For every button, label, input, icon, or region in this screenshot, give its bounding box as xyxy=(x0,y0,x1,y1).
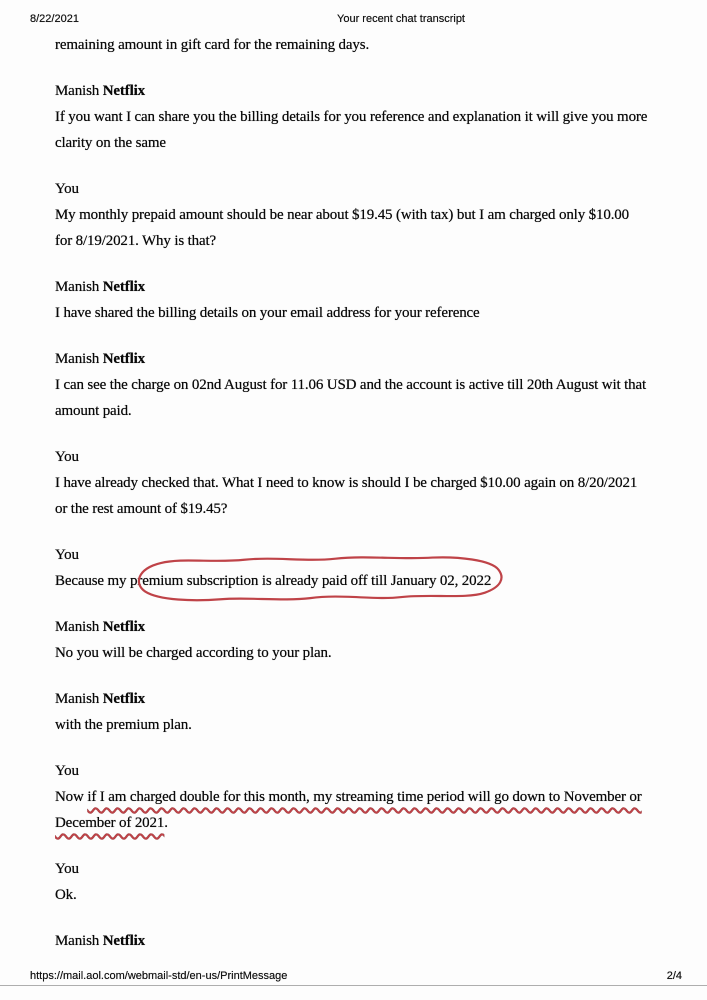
speaker-label xyxy=(55,856,649,882)
header-title: Your recent chat transcript xyxy=(337,13,465,25)
message-text-before: Now xyxy=(55,789,88,805)
circled-text: premium subscription is already paid off till January 02, 2022 xyxy=(130,573,492,589)
footer-url: https://mail.aol.com/webmail-std/en-us/PrintMessage xyxy=(30,970,288,982)
message-text xyxy=(55,568,649,594)
chat-message-block xyxy=(55,176,649,254)
speaker-name-bold: Netflix xyxy=(102,933,145,949)
speaker-name-bold: Netflix xyxy=(102,691,145,707)
red-underline-annotation: if I am charged double for this month, my streaming time period will go down to November or December of 2021 xyxy=(55,789,642,831)
speaker-name-bold: Netflix xyxy=(102,351,145,367)
header-date: 8/22/2021 xyxy=(30,13,79,25)
message-text: I have shared the billing details on your email address for your reference xyxy=(55,305,480,321)
chat-message-block xyxy=(55,444,649,522)
chat-message-block xyxy=(55,856,649,908)
message-text: No you will be charged according to your plan. xyxy=(55,645,332,661)
message-text: I can see the charge on 02nd August for 11.06 USD and the account is active till 20th August wit that amount paid. xyxy=(55,377,646,419)
chat-message-block xyxy=(55,274,649,326)
speaker-name: Manish xyxy=(55,691,103,707)
message-text: Ok. xyxy=(55,887,77,903)
message-text: If you want I can share you the billing details for you reference and explanation it will give you more clarity on the same xyxy=(55,109,648,151)
message-text: I have already checked that. What I need to know is should I be charged $10.00 again on 8/20/2021 or the rest amount of $19.45? xyxy=(55,475,638,517)
speaker-label xyxy=(55,686,649,712)
speaker-name: Manish xyxy=(55,83,103,99)
message-text-before: Because my xyxy=(55,573,130,589)
speaker-label xyxy=(55,78,649,104)
continuation-line: remaining amount in gift card for the remaining days. xyxy=(55,37,370,53)
speaker-name: Manish xyxy=(55,351,103,367)
chat-message-block xyxy=(55,758,649,836)
message-text: with the premium plan. xyxy=(55,717,192,733)
speaker-name: You xyxy=(55,763,79,779)
speaker-label xyxy=(55,758,649,784)
chat-message-block xyxy=(55,346,649,424)
message-text xyxy=(55,784,649,836)
speaker-name: You xyxy=(55,181,79,197)
speaker-name: You xyxy=(55,861,79,877)
speaker-label xyxy=(55,928,649,954)
speaker-name: Manish xyxy=(55,619,103,635)
speaker-label xyxy=(55,614,649,640)
speaker-label xyxy=(55,542,649,568)
red-circle-annotation-target xyxy=(130,568,491,594)
speaker-name: Manish xyxy=(55,279,103,295)
speaker-name: Manish xyxy=(55,933,103,949)
speaker-name-bold: Netflix xyxy=(102,279,145,295)
speaker-label xyxy=(55,176,649,202)
chat-message-block xyxy=(55,928,649,954)
chat-message-block xyxy=(55,32,649,58)
chat-message-block xyxy=(55,614,649,666)
page-bottom-rule xyxy=(0,985,707,986)
speaker-name: You xyxy=(55,547,79,563)
chat-message-block xyxy=(55,542,649,594)
speaker-label xyxy=(55,444,649,470)
speaker-label xyxy=(55,274,649,300)
speaker-name: You xyxy=(55,449,79,465)
chat-message-block xyxy=(55,78,649,156)
footer-page-number: 2/4 xyxy=(666,970,682,982)
chat-message-block xyxy=(55,686,649,738)
message-text: My monthly prepaid amount should be near about $19.45 (with tax) but I am charged only $10.00 for 8/19/2021. Why is that? xyxy=(55,207,629,249)
speaker-name-bold: Netflix xyxy=(102,619,145,635)
speaker-name-bold: Netflix xyxy=(102,83,145,99)
speaker-label xyxy=(55,346,649,372)
chat-transcript xyxy=(55,32,649,974)
message-text-after: . xyxy=(164,815,168,831)
